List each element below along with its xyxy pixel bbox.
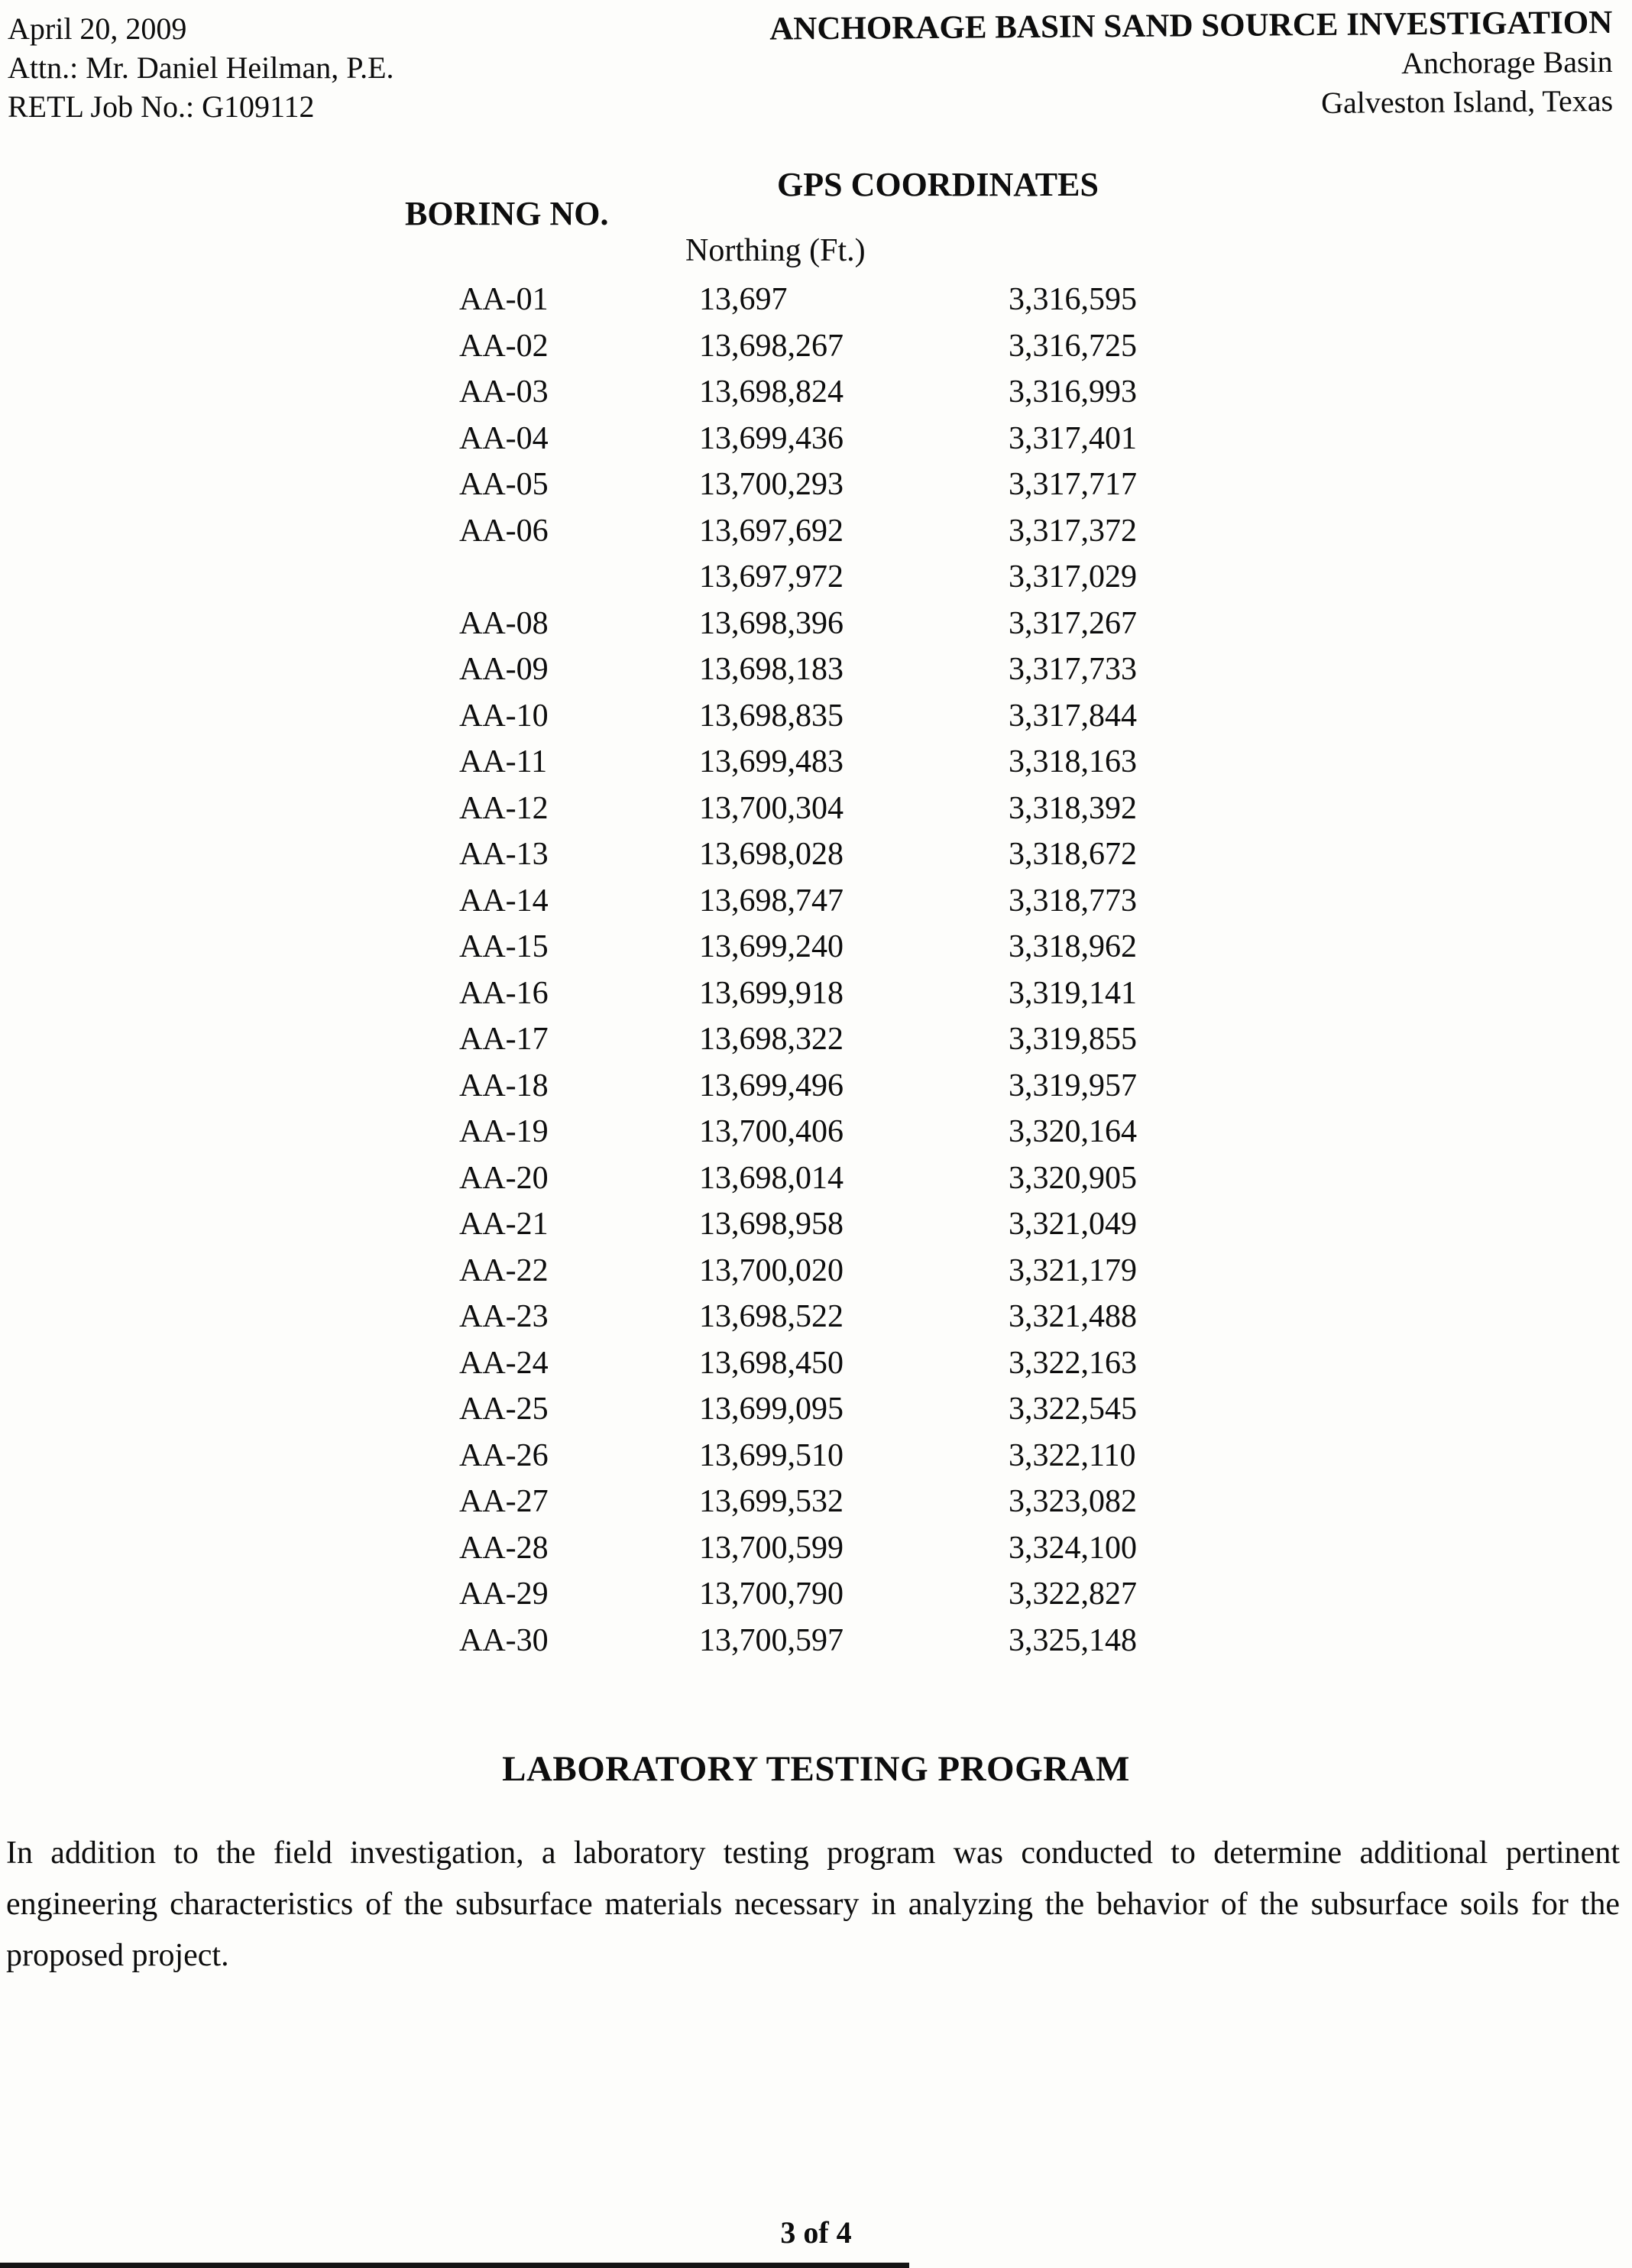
table-row <box>0 1391 1632 1437</box>
boring-no-cell: AA-26 <box>459 1437 549 1473</box>
table-row <box>0 651 1632 698</box>
date-line: April 20, 2009 <box>8 11 187 46</box>
northing-cell: 13,698,267 <box>699 328 844 364</box>
boring-no-cell: AA-21 <box>459 1207 549 1242</box>
easting-cell: 3,324,100 <box>1009 1530 1137 1566</box>
easting-cell: 3,318,773 <box>1009 883 1137 919</box>
boring-no-cell: AA-02 <box>459 328 549 364</box>
northing-column-header: Northing (Ft.) <box>685 233 866 268</box>
boring-no-cell: AA-10 <box>459 698 549 734</box>
attention-line: Attn.: Mr. Daniel Heilman, P.E. <box>8 50 394 85</box>
boring-no-cell: AA-18 <box>459 1068 549 1103</box>
boring-no-cell: AA-17 <box>459 1022 549 1057</box>
boring-no-cell: AA-15 <box>459 929 549 964</box>
laboratory-testing-paragraph: In addition to the field investigation, a laboratory testing program was conducted to determine additional pertinent engineering characteristics of the subsurface materials necessary in analyzing the behavior of the subsurface soils for the proposed project. <box>6 1835 1620 1973</box>
northing-cell: 13,700,293 <box>699 467 844 502</box>
boring-no-cell: AA-13 <box>459 837 549 872</box>
project-name-line: Anchorage Basin <box>1400 44 1613 81</box>
northing-cell: 13,698,958 <box>699 1207 844 1242</box>
northing-cell: 13,697,972 <box>699 559 844 595</box>
table-row <box>0 1160 1632 1207</box>
boring-no-cell: AA-01 <box>459 282 549 317</box>
easting-cell: 3,319,141 <box>1009 975 1137 1011</box>
table-row <box>0 374 1632 420</box>
table-row <box>0 1113 1632 1160</box>
table-row <box>0 605 1632 652</box>
header-right-block <box>769 3 1613 127</box>
northing-cell: 13,700,406 <box>699 1114 844 1149</box>
easting-cell: 3,317,401 <box>1009 420 1137 456</box>
easting-cell: 3,317,717 <box>1009 467 1137 502</box>
easting-cell: 3,317,844 <box>1009 698 1137 734</box>
easting-cell: 3,318,392 <box>1009 790 1137 826</box>
easting-cell: 3,318,962 <box>1009 929 1137 964</box>
easting-cell: 3,316,993 <box>1009 374 1137 410</box>
easting-cell: 3,321,049 <box>1009 1207 1137 1242</box>
table-row <box>0 1345 1632 1392</box>
boring-no-cell: AA-25 <box>459 1392 549 1427</box>
boring-no-cell: AA-28 <box>459 1530 549 1566</box>
table-row <box>0 836 1632 883</box>
northing-cell: 13,699,918 <box>699 975 844 1011</box>
table-row <box>0 328 1632 374</box>
northing-cell: 13,698,824 <box>699 374 844 410</box>
table-row <box>0 1252 1632 1299</box>
northing-cell: 13,698,450 <box>699 1345 844 1381</box>
table-row <box>0 1437 1632 1484</box>
boring-no-cell: AA-05 <box>459 467 549 502</box>
report-title: ANCHORAGE BASIN SAND SOURCE INVESTIGATION <box>769 4 1613 47</box>
northing-cell: 13,698,396 <box>699 605 844 641</box>
northing-cell: 13,700,599 <box>699 1530 844 1566</box>
boring-no-cell: AA-27 <box>459 1484 549 1519</box>
northing-cell: 13,700,020 <box>699 1252 844 1288</box>
easting-cell: 3,322,163 <box>1009 1345 1137 1381</box>
table-row <box>0 1622 1632 1669</box>
boring-no-cell: AA-06 <box>459 513 549 549</box>
easting-cell: 3,317,733 <box>1009 652 1137 687</box>
boring-no-cell: AA-04 <box>459 420 549 456</box>
gps-coordinates-header: GPS COORDINATES <box>777 166 1099 203</box>
table-row <box>0 1021 1632 1068</box>
scan-edge-artifact <box>0 2263 909 2268</box>
easting-cell: 3,318,163 <box>1009 744 1137 779</box>
section-title: LABORATORY TESTING PROGRAM <box>502 1749 1130 1789</box>
northing-cell: 13,698,183 <box>699 652 844 687</box>
table-row <box>0 281 1632 328</box>
northing-cell: 13,698,835 <box>699 698 844 734</box>
boring-no-cell: AA-20 <box>459 1160 549 1196</box>
page-number: 3 of 4 <box>780 2215 852 2250</box>
northing-cell: 13,697,692 <box>699 513 844 549</box>
boring-no-header: BORING NO. <box>405 195 609 232</box>
boring-no-cell: AA-08 <box>459 605 549 641</box>
northing-cell: 13,699,095 <box>699 1392 844 1427</box>
easting-cell: 3,318,672 <box>1009 837 1137 872</box>
easting-cell: 3,321,179 <box>1009 1252 1137 1288</box>
easting-cell: 3,316,725 <box>1009 328 1137 364</box>
northing-cell: 13,700,597 <box>699 1622 844 1658</box>
northing-cell: 13,698,028 <box>699 837 844 872</box>
boring-no-cell: AA-14 <box>459 883 549 919</box>
easting-cell: 3,319,957 <box>1009 1068 1137 1103</box>
boring-no-cell: AA-30 <box>459 1622 549 1658</box>
table-row <box>0 1483 1632 1530</box>
project-location-line: Galveston Island, Texas <box>1320 83 1614 120</box>
table-row <box>0 698 1632 744</box>
boring-no-cell: AA-22 <box>459 1252 549 1288</box>
northing-cell: 13,698,522 <box>699 1299 844 1334</box>
easting-cell: 3,323,082 <box>1009 1484 1137 1519</box>
table-row <box>0 1576 1632 1622</box>
table-row <box>0 1206 1632 1252</box>
northing-cell: 13,698,747 <box>699 883 844 919</box>
easting-cell: 3,322,827 <box>1009 1576 1137 1612</box>
easting-cell: 3,317,267 <box>1009 605 1137 641</box>
boring-no-cell: AA-23 <box>459 1299 549 1334</box>
table-row <box>0 466 1632 513</box>
northing-cell: 13,698,322 <box>699 1022 844 1057</box>
northing-cell: 13,699,496 <box>699 1068 844 1103</box>
table-row <box>0 559 1632 605</box>
table-row <box>0 1298 1632 1345</box>
easting-cell: 3,316,595 <box>1009 282 1137 317</box>
header-left-block <box>8 9 394 126</box>
table-row <box>0 928 1632 975</box>
table-row <box>0 975 1632 1022</box>
northing-cell: 13,699,483 <box>699 744 844 779</box>
northing-cell: 13,698,014 <box>699 1160 844 1196</box>
northing-cell: 13,699,510 <box>699 1437 844 1473</box>
table-row <box>0 790 1632 837</box>
boring-no-cell: AA-09 <box>459 652 549 687</box>
table-row <box>0 513 1632 559</box>
easting-cell: 3,320,905 <box>1009 1160 1137 1196</box>
boring-no-cell: AA-16 <box>459 975 549 1011</box>
easting-cell: 3,322,545 <box>1009 1392 1137 1427</box>
easting-cell: 3,317,029 <box>1009 559 1137 595</box>
northing-cell: 13,699,532 <box>699 1484 844 1519</box>
easting-cell: 3,319,855 <box>1009 1022 1137 1057</box>
easting-cell: 3,322,110 <box>1009 1437 1136 1473</box>
northing-cell: 13,699,240 <box>699 929 844 964</box>
easting-cell: 3,320,164 <box>1009 1114 1137 1149</box>
table-row <box>0 1530 1632 1576</box>
easting-cell: 3,317,372 <box>1009 513 1137 549</box>
easting-cell: 3,321,488 <box>1009 1299 1137 1334</box>
boring-no-cell: AA-11 <box>459 744 548 779</box>
northing-cell: 13,700,790 <box>699 1576 844 1612</box>
job-number-line: RETL Job No.: G109112 <box>8 89 315 124</box>
boring-no-cell: AA-24 <box>459 1345 549 1381</box>
coordinates-table-body <box>0 281 1632 1668</box>
boring-no-cell: AA-19 <box>459 1114 549 1149</box>
northing-cell: 13,700,304 <box>699 790 844 826</box>
northing-cell: 13,697 <box>699 282 788 317</box>
northing-cell: 13,699,436 <box>699 420 844 456</box>
table-row <box>0 420 1632 467</box>
boring-no-cell: AA-03 <box>459 374 549 410</box>
boring-no-cell: AA-29 <box>459 1576 549 1612</box>
table-row <box>0 1068 1632 1114</box>
table-row <box>0 883 1632 929</box>
table-row <box>0 744 1632 790</box>
easting-cell: 3,325,148 <box>1009 1622 1137 1658</box>
boring-no-cell: AA-12 <box>459 790 549 826</box>
